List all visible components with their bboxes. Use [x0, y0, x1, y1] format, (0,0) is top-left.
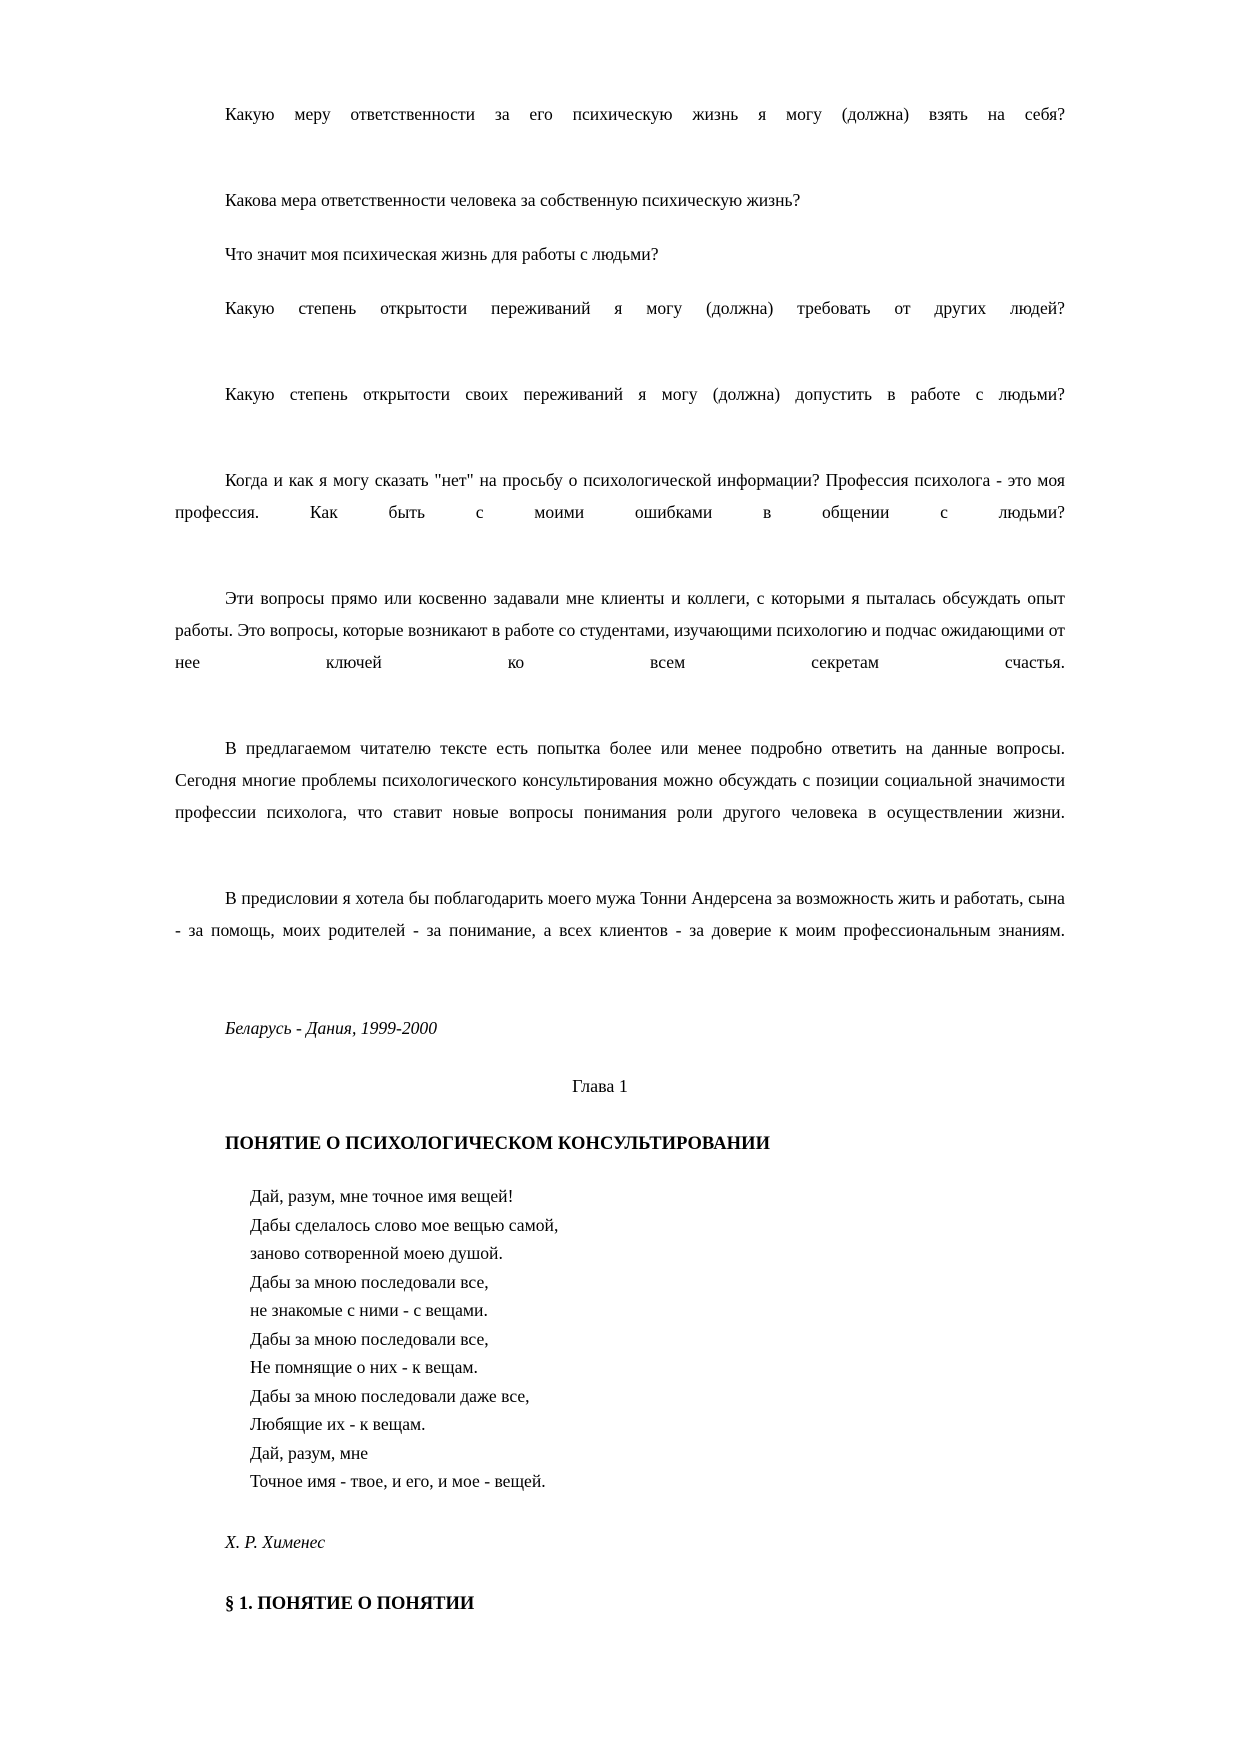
paragraph-question-1: Какую меру ответственности за его психическую жизнь я могу (должна) взять на себя? [225, 104, 1065, 124]
document-content [175, 98, 1065, 1620]
poem-line: Дабы за мною последовали все, [250, 1328, 489, 1349]
spacer-before-signature [175, 1000, 1065, 1012]
poem-line: Дай, разум, мне точное имя вещей! [250, 1186, 514, 1206]
paragraph-question-3: Что значит моя психическая жизнь для работы с людьми? [225, 244, 659, 264]
paragraph-body-2: В предлагаемом читателю тексте есть попытка более или менее подробно ответить на данные вопросы. Сегодня многие проблемы психологического консультирования можно обсуждать с позиции социальной значимости профессии психолога, что ставит новые вопросы понимания роли другого человека в осуществлении жизни. [175, 738, 1065, 822]
paragraph-body-1: Эти вопросы прямо или косвенно задавали мне клиенты и коллеги, с которыми я пыталась обсуждать опыт работы. Это вопросы, которые возникают в работе со студентами, изучающими психологию и подчас ожидающими от нее ключей ко всем секретам счастья. [175, 588, 1065, 672]
poem-line: Любящие их - к вещам. [250, 1414, 426, 1434]
section-heading: § 1. ПОНЯТИЕ О ПОНЯТИИ [225, 1593, 475, 1614]
poem-line: Точное имя - твое, и его, и мое - вещей. [250, 1471, 546, 1491]
poem-line: Не помнящие о них - к вещам. [250, 1357, 478, 1377]
chapter-number: Глава 1 [572, 1076, 628, 1096]
paragraph-question-6: Когда и как я могу сказать "нет" на просьбу о психологической информации? Профессия психолога - это моя профессия. Как быть с моими ошибками в общении с людьми? [175, 470, 1065, 522]
spacer-before-chapter-number [175, 1044, 1065, 1070]
poem-line: заново сотворенной моею душой. [250, 1243, 503, 1263]
spacer-before-chapter-title [175, 1102, 1065, 1128]
spacer-before-attribution [175, 1496, 1065, 1526]
spacer-before-epigraph [175, 1160, 1065, 1182]
chapter-title: ПОНЯТИЕ О ПСИХОЛОГИЧЕСКОМ КОНСУЛЬТИРОВАНИИ [225, 1134, 771, 1154]
paragraph-question-5: Какую степень открытости своих переживаний я могу (должна) допустить в работе с людьми? [225, 384, 1065, 404]
poem-line: Дай, разум, мне [250, 1442, 369, 1463]
preface-signature: Беларусь - Дания, 1999-2000 [225, 1018, 438, 1038]
poem-line: Дабы за мною последовали даже все, [250, 1385, 530, 1406]
spacer-before-section-heading [175, 1558, 1065, 1588]
epigraph-attribution: Х. Р. Хименес [225, 1531, 326, 1552]
paragraph-question-2: Какова мера ответственности человека за собственную психическую жизнь? [225, 190, 801, 210]
paragraph-question-4: Какую степень открытости переживаний я могу (должна) требовать от других людей? [225, 298, 1065, 318]
epigraph-poem [175, 1182, 1065, 1496]
poem-line: Дабы за мною последовали все, [250, 1271, 489, 1292]
poem-line: Дабы сделалось слово мое вещью самой, [250, 1214, 559, 1235]
paragraph-acknowledgements: В предисловии я хотела бы поблагодарить моего мужа Тонни Андерсена за возможность жить и работать, сына - за помощь, моих родителей - за понимание, а всех клиентов - за доверие к моим профессиональным знаниям. [175, 888, 1065, 940]
poem-line: не знакомые с ними - с вещами. [250, 1300, 488, 1320]
